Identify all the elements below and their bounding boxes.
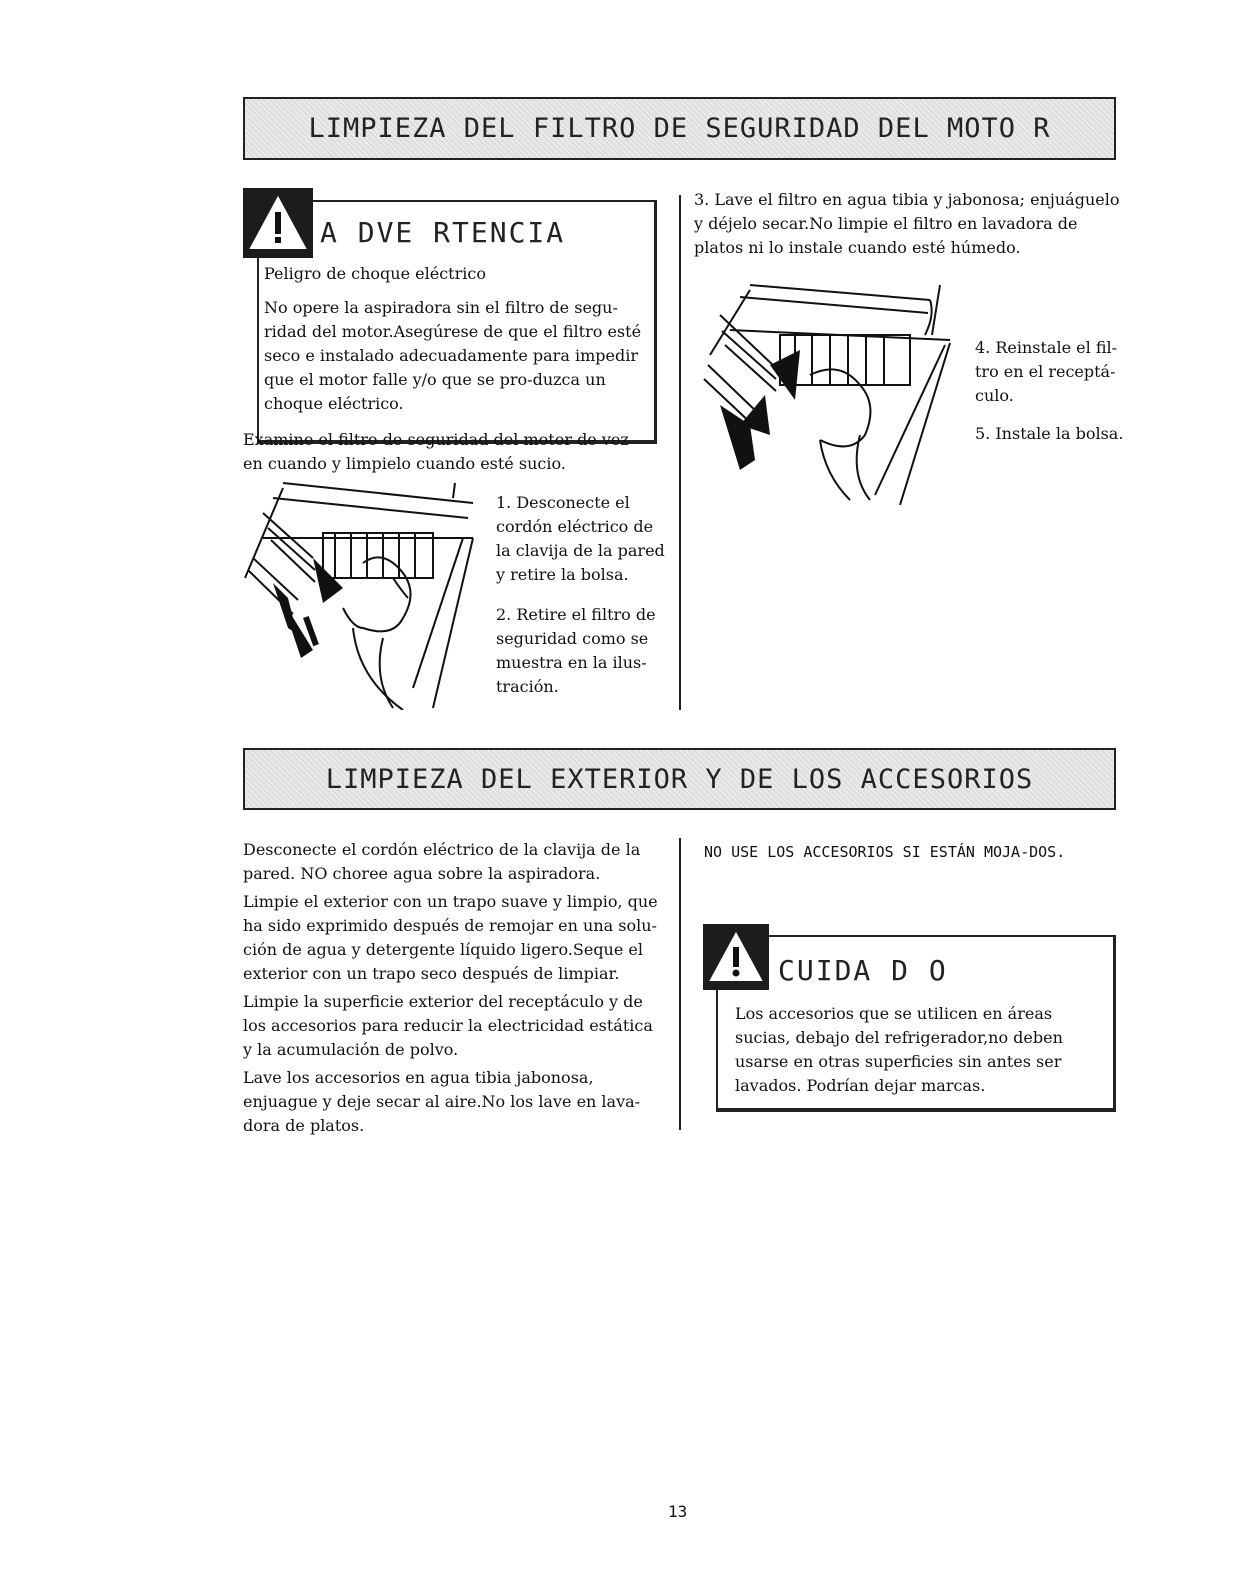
warning-body: No opere la aspiradora sin el filtro de segu-ridad del motor.Asegúrese de que el filtro esté seco e instalado adecuadamente para impedir que el motor falle y/o que se pro-duzca un choque eléctrico. xyxy=(264,298,642,413)
paragraph-clean-surface: Limpie la superficie exterior del receptáculo y de los accesorios para reducir la electricidad estática y la acumulación de polvo. xyxy=(243,992,653,1059)
warning-subtitle: Peligro de choque eléctrico xyxy=(264,264,486,283)
step-4: 4. Reinstale el fil-tro en el receptá-culo. xyxy=(975,338,1118,405)
page-number: 13 xyxy=(668,1502,688,1521)
paragraph-wash-accessories: Lave los accesorios en agua tibia jabonosa, enjuague y deje secar al aire.No los lave en lava-dora de platos. xyxy=(243,1068,641,1135)
illustration-reinstall-filter xyxy=(700,275,960,505)
section-title-exterior xyxy=(243,748,1116,810)
intro-paragraph: Examine el filtro de seguridad del motor de vez en cuando y limpielo cuando esté sucio. xyxy=(243,430,629,473)
section-title-text: LIMPIEZA DEL FILTRO DE SEGURIDAD DEL MOTO R xyxy=(308,113,1051,144)
illustration-remove-filter xyxy=(243,478,483,710)
steps-4-5 xyxy=(975,336,1125,446)
step-5: 5. Instale la bolsa. xyxy=(975,424,1124,443)
warning-content xyxy=(264,262,644,416)
caution-icon xyxy=(703,924,769,990)
caution-body: Los accesorios que se utilicen en áreas sucias, debajo del refrigerador,no deben usarse en otras superficies sin antes ser lavados. Podrían dejar marcas. xyxy=(735,1004,1063,1095)
step-2: 2. Retire el filtro de seguridad como se muestra en la ilus-tración. xyxy=(496,605,656,696)
warning-icon xyxy=(243,188,313,258)
caution-title: CUIDA D O xyxy=(778,954,948,987)
warning-title: A DVE RTENCIA xyxy=(320,216,566,249)
column-divider xyxy=(679,195,681,710)
step-3: 3. Lave el filtro en agua tibia y jabonosa; enjuáguelo y déjelo secar.No limpie el filtro en lavadora de platos ni lo instale cuando esté húmedo. xyxy=(694,190,1120,257)
section-title-text: LIMPIEZA DEL EXTERIOR Y DE LOS ACCESORIOS xyxy=(325,763,1034,795)
column-divider xyxy=(679,838,681,1130)
section-title-motor-filter xyxy=(243,97,1116,160)
steps-1-2 xyxy=(496,491,666,699)
step-1: 1. Desconecte el cordón eléctrico de la clavija de la pared y retire la bolsa. xyxy=(496,493,665,584)
note-wet-accessories: NO USE LOS ACCESORIOS SI ESTÁN MOJA-DOS. xyxy=(704,843,1066,861)
paragraph-clean-exterior: Limpie el exterior con un trapo suave y limpio, que ha sido exprimido después de remojar en una solu-ción de agua y detergente líquido ligero.Seque el exterior con un trapo seco después de limpiar. xyxy=(243,892,658,983)
paragraph-disconnect: Desconecte el cordón eléctrico de la clavija de la pared. NO choree agua sobre la aspiradora. xyxy=(243,840,641,883)
exterior-instructions xyxy=(243,838,663,1138)
